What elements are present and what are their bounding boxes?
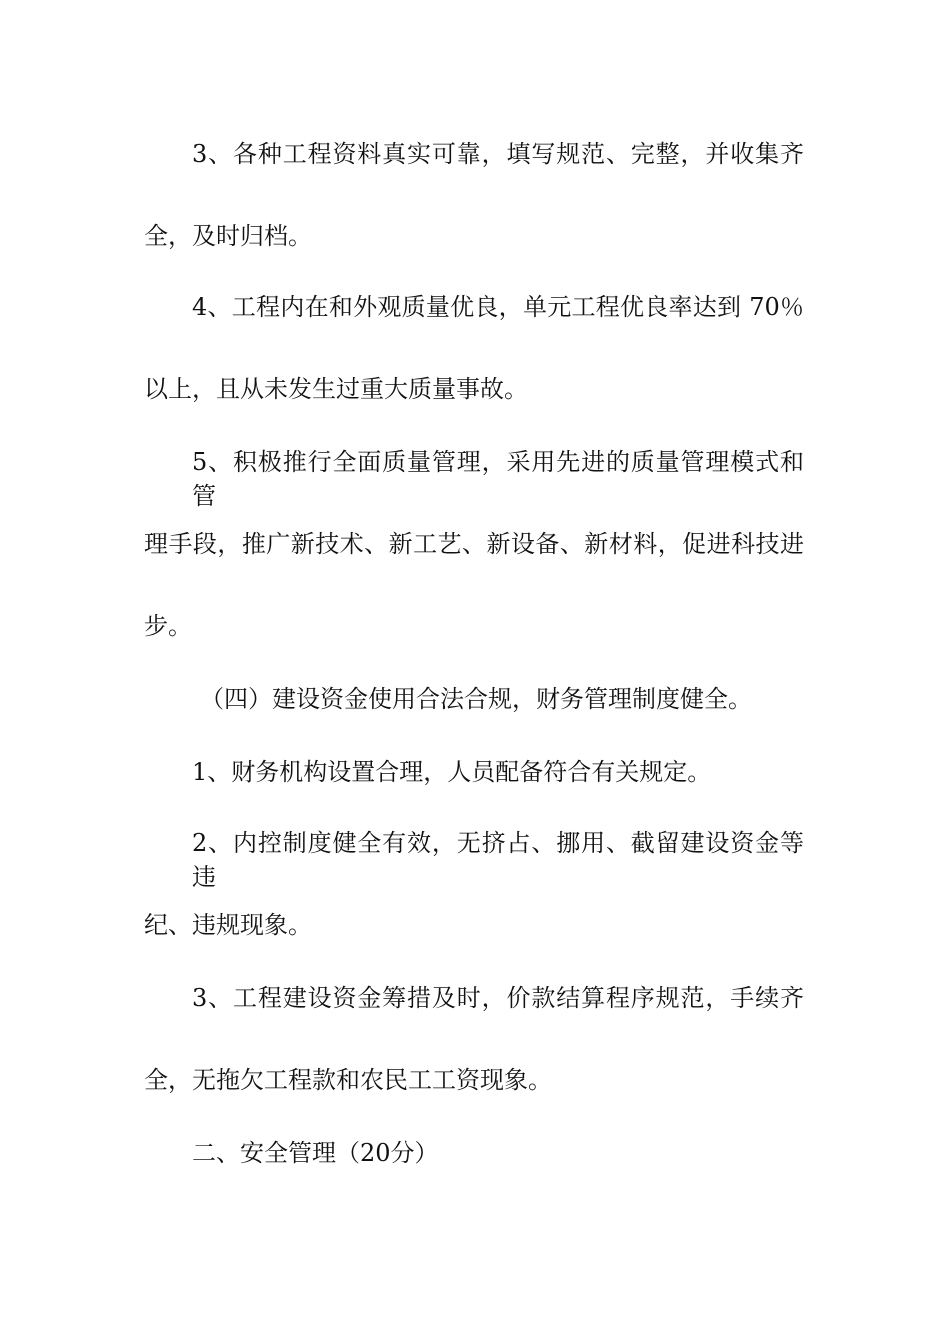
paragraph-line (0, 609, 950, 643)
paragraph-text: 5、积极推行全面质量管理，采用先进的质量管理模式和管 (192, 448, 804, 510)
paragraph-text: 3、各种工程资料真实可靠，填写规范、完整，并收集齐 (192, 140, 804, 168)
paragraph-line (0, 290, 950, 324)
section-heading (0, 682, 950, 716)
section-heading-text: 二、安全管理（20分） (192, 1139, 439, 1167)
paragraph-text: 步。 (144, 612, 192, 640)
paragraph-text: 1、财务机构设置合理，人员配备符合有关规定。 (192, 758, 712, 786)
paragraph-text: 2、内控制度健全有效，无挤占、挪用、截留建设资金等违 (192, 829, 804, 891)
paragraph-text: 以上，且从未发生过重大质量事故。 (144, 375, 528, 403)
paragraph-line (0, 527, 950, 561)
paragraph-line (0, 219, 950, 253)
paragraph-text: 全，及时归档。 (144, 222, 312, 250)
paragraph-line (0, 826, 950, 894)
paragraph-text: 纪、违规现象。 (144, 911, 312, 939)
paragraph-line (0, 137, 950, 171)
paragraph-text: 3、工程建设资金筹措及时，价款结算程序规范，手续齐 (192, 984, 804, 1012)
section-heading-text: （四）建设资金使用合法合规，财务管理制度健全。 (200, 685, 752, 713)
paragraph-line (0, 908, 950, 942)
paragraph-line (0, 445, 950, 513)
section-heading (0, 1136, 950, 1170)
paragraph-line (0, 981, 950, 1015)
paragraph-line (0, 755, 950, 789)
paragraph-text: 理手段，推广新技术、新工艺、新设备、新材料，促进科技进 (144, 530, 804, 558)
paragraph-text: 全，无拖欠工程款和农民工工资现象。 (144, 1066, 552, 1094)
paragraph-line (0, 1063, 950, 1097)
paragraph-line (0, 372, 950, 406)
paragraph-text: 4、工程内在和外观质量优良，单元工程优良率达到 70％ (192, 293, 804, 321)
